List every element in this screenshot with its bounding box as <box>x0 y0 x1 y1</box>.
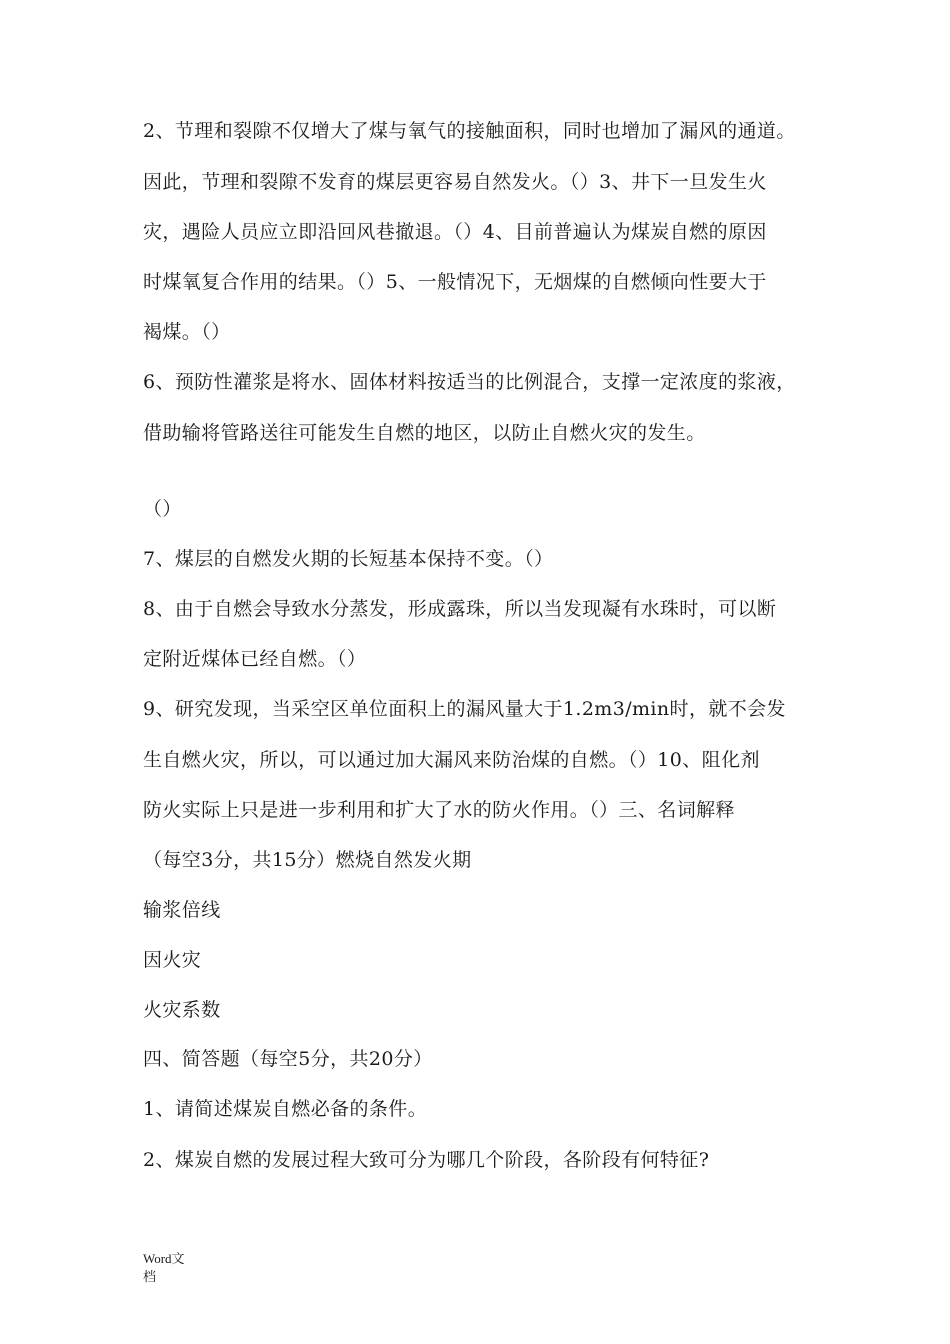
text-line-11: 定附近煤体已经自燃。（） <box>143 648 367 670</box>
text-line-10: 8、由于自燃会导致水分蒸发，形成露珠，所以当发现凝有水珠时，可以断 <box>143 598 777 620</box>
text-line-16: 输浆倍线 <box>143 899 221 921</box>
text-line-3: 灾，遇险人员应立即沿回风巷撤退。（）4、目前普遍认为煤炭自燃的原因 <box>143 221 767 243</box>
text-line-5: 褐煤。（） <box>143 321 231 343</box>
text-line-17: 因火灾 <box>143 949 202 971</box>
text-line-18: 火灾系数 <box>143 999 221 1021</box>
text-line-13: 生自燃火灾，所以，可以通过加大漏风来防治煤的自燃。（）10、阻化剂 <box>143 749 760 771</box>
text-line-4: 时煤氧复合作用的结果。（）5、一般情况下，无烟煤的自燃倾向性要大于 <box>143 271 767 293</box>
text-line-7: 借助输将管路送往可能发生自燃的地区，以防止自燃火灾的发生。 <box>143 422 706 444</box>
text-line-20: 1、请简述煤炭自燃必备的条件。 <box>143 1098 428 1120</box>
text-line-8: （） <box>143 498 182 520</box>
text-line-14: 防火实际上只是进一步利用和扩大了水的防火作用。（）三、名词解释 <box>143 799 735 821</box>
text-line-1: 2、节理和裂隙不仅增大了煤与氧气的接触面积，同时也增加了漏风的通道。 <box>143 120 796 142</box>
text-line-15: （每空3分，共15分）燃烧自然发火期 <box>143 849 472 871</box>
section-heading-short-answer: 四、简答题（每空5分，共20分） <box>143 1048 433 1070</box>
text-line-9: 7、煤层的自燃发火期的长短基本保持不变。（） <box>143 548 554 570</box>
text-line-12: 9、研究发现，当采空区单位面积上的漏风量大于1.2m3/min时，就不会发 <box>143 698 786 720</box>
text-line-2: 因此，节理和裂隙不发育的煤层更容易自然发火。（）3、井下一旦发生火 <box>143 171 767 193</box>
footer-line-1: Word文 <box>143 1251 185 1266</box>
text-line-21: 2、煤炭自燃的发展过程大致可分为哪几个阶段，各阶段有何特征? <box>143 1149 710 1171</box>
page-footer <box>143 1250 185 1286</box>
footer-line-2: 档 <box>143 1269 157 1284</box>
text-line-6: 6、预防性灌浆是将水、固体材料按适当的比例混合，支撑一定浓度的浆液， <box>143 371 796 393</box>
